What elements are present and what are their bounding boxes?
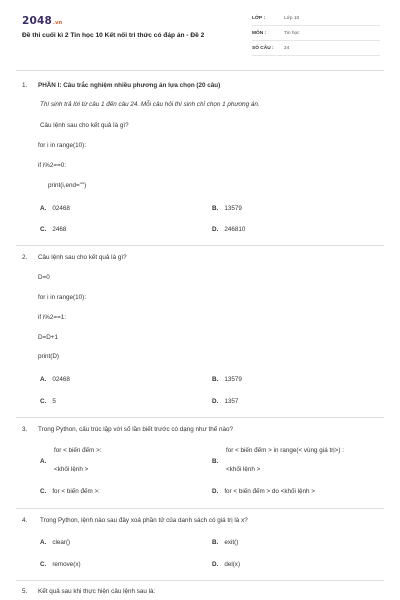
- divider: [16, 508, 384, 509]
- divider: [16, 417, 384, 418]
- option-text: 13579: [224, 376, 242, 383]
- meta-key-class: LỚP :: [252, 16, 266, 21]
- meta-value-subject: Tin học: [284, 31, 300, 36]
- meta-value-count: 24: [284, 46, 290, 51]
- code-line: if i%2==0:: [38, 162, 67, 169]
- question-number: 1.: [22, 82, 28, 89]
- question-text: Trong Python, lệnh nào sau đây xoá phần tử của danh sách có giá trị là x?: [40, 517, 248, 524]
- meta-row-subject: [252, 29, 380, 41]
- option-d[interactable]: D. 1357: [212, 398, 239, 405]
- logo-text: 2048: [22, 15, 53, 27]
- option-a[interactable]: A. 02468: [40, 205, 70, 212]
- option-a[interactable]: A. for < biến đếm >: <khối lệnh >: [40, 447, 102, 473]
- option-b[interactable]: B. 13579: [212, 205, 242, 212]
- code-line: print(i,end=""): [48, 182, 87, 189]
- option-text: for < biến đếm >:: [52, 488, 100, 495]
- code-line: print(D): [38, 353, 59, 360]
- question-text: Kết quả sau khi thực hiện câu lệnh sau là:: [38, 588, 156, 595]
- question-text: Câu lệnh sau cho kết quả là gì?: [38, 254, 127, 261]
- question-number: 3.: [22, 426, 28, 433]
- divider: [16, 580, 384, 581]
- meta-value-class: Lớp 10: [284, 16, 300, 21]
- option-c[interactable]: C. 5: [40, 398, 56, 405]
- divider: [16, 245, 384, 246]
- option-text: exit(): [224, 539, 239, 546]
- exam-meta: [252, 14, 380, 59]
- option-text: for < biến đếm > in range(< vùng giá trị>) :: [226, 447, 344, 454]
- option-b[interactable]: B. for < biến đếm > in range(< vùng giá trị>) : <khối lệnh >: [212, 447, 344, 473]
- meta-row-class: [252, 14, 380, 26]
- option-text: del(x): [224, 561, 241, 568]
- section-title: PHẦN I: Câu trắc nghiệm nhiều phương án lựa chọn (20 câu): [38, 82, 221, 89]
- option-text: 1357: [224, 398, 239, 405]
- site-logo[interactable]: [22, 15, 62, 27]
- code-line: D=D+1: [38, 334, 58, 341]
- option-text: 02468: [52, 376, 70, 383]
- option-text: 2468: [52, 226, 67, 233]
- option-c[interactable]: C. 2468: [40, 226, 67, 233]
- option-a[interactable]: A. clear(): [40, 539, 71, 546]
- option-text: <khối lệnh >: [226, 466, 261, 473]
- option-d[interactable]: D. for < biến đếm > do <khối lệnh >: [212, 488, 315, 495]
- option-d[interactable]: D. del(x): [212, 561, 241, 568]
- question-number: 5.: [22, 588, 28, 595]
- meta-key-count: SỐ CÂU :: [252, 46, 274, 51]
- option-a[interactable]: A. 02468: [40, 376, 70, 383]
- question-number: 2.: [22, 254, 28, 261]
- logo-suffix: .vn: [53, 20, 63, 26]
- option-c[interactable]: C. remove(x): [40, 561, 81, 568]
- option-text: 246810: [224, 226, 246, 233]
- option-text: clear(): [52, 539, 71, 546]
- instruction-text: Thí sinh trả lời từ câu 1 đến câu 24. Mỗi câu hỏi thí sinh chỉ chọn 1 phương án.: [40, 101, 260, 108]
- option-text: for < biến đếm >:: [54, 447, 102, 454]
- option-text: <khối lệnh >: [54, 466, 89, 473]
- code-line: D=0: [38, 274, 50, 281]
- option-d[interactable]: D. 246810: [212, 226, 246, 233]
- question-number: 4.: [22, 517, 28, 524]
- exam-title: Đề thi cuối kì 2 Tin học 10 Kết nối tri thức có đáp án - Đề 2: [22, 32, 205, 39]
- meta-row-count: [252, 44, 380, 56]
- option-text: remove(x): [52, 561, 81, 568]
- code-line: if i%2==1:: [38, 314, 67, 321]
- option-text: 13579: [224, 205, 242, 212]
- option-text: 5: [52, 398, 56, 405]
- option-text: 02468: [52, 205, 70, 212]
- option-text: for < biến đếm > do <khối lệnh >: [224, 488, 315, 495]
- page-header: [0, 0, 400, 62]
- divider: [16, 70, 384, 71]
- code-line: for i in range(10):: [38, 294, 86, 301]
- code-line: for i in range(10):: [38, 142, 86, 149]
- question-text: Câu lệnh sau cho kết quả là gì?: [40, 122, 129, 129]
- option-b[interactable]: B. 13579: [212, 376, 242, 383]
- meta-key-subject: MÔN :: [252, 31, 267, 36]
- option-c[interactable]: C. for < biến đếm >:: [40, 488, 100, 495]
- question-text: Trong Python, cấu trúc lặp với số lần biết trước có dạng như thế nào?: [38, 426, 233, 433]
- option-b[interactable]: B. exit(): [212, 539, 239, 546]
